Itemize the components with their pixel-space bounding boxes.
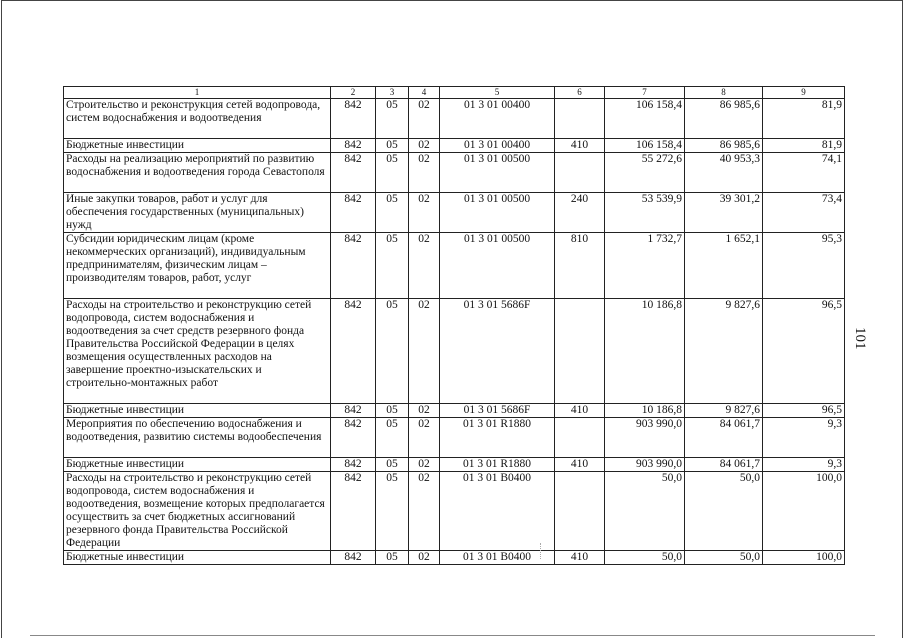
row-section-cell: 05 — [376, 99, 409, 139]
row-code-cell: 842 — [331, 404, 376, 418]
row-expense-type-cell — [555, 99, 605, 139]
row-percent-cell: 9,3 — [763, 418, 845, 458]
row-expense-type-cell: 240 — [555, 193, 605, 233]
row-name-cell: Бюджетные инвестиции — [64, 458, 331, 472]
row-target-article-cell: 01 3 01 5686F — [440, 404, 555, 418]
row-name-cell: Расходы на реализацию мероприятий по развитию водоснабжения и водоотведения города Севастополя — [64, 153, 331, 193]
row-actual-amount-cell: 86 985,6 — [685, 99, 763, 139]
row-expense-type-cell — [555, 153, 605, 193]
row-code-cell: 842 — [331, 139, 376, 153]
row-percent-cell: 100,0 — [763, 551, 845, 565]
row-percent-cell: 73,4 — [763, 193, 845, 233]
row-percent-cell: 81,9 — [763, 139, 845, 153]
row-name-cell: Бюджетные инвестиции — [64, 551, 331, 565]
header-cell-3: 3 — [376, 87, 409, 99]
row-actual-amount-cell: 39 301,2 — [685, 193, 763, 233]
row-subsection-cell: 02 — [409, 233, 440, 299]
row-code-cell: 842 — [331, 551, 376, 565]
scan-artifact — [540, 543, 542, 559]
row-subsection-cell: 02 — [409, 404, 440, 418]
row-subsection-cell: 02 — [409, 472, 440, 551]
row-plan-amount-cell: 106 158,4 — [605, 99, 685, 139]
row-target-article-cell: 01 3 01 00500 — [440, 153, 555, 193]
row-target-article-cell: 01 3 01 B0400 — [440, 472, 555, 551]
row-subsection-cell: 02 — [409, 193, 440, 233]
row-target-article-cell: 01 3 01 00400 — [440, 99, 555, 139]
row-actual-amount-cell: 84 061,7 — [685, 458, 763, 472]
row-plan-amount-cell: 106 158,4 — [605, 139, 685, 153]
row-section-cell: 05 — [376, 153, 409, 193]
row-plan-amount-cell: 55 272,6 — [605, 153, 685, 193]
table-row — [64, 193, 845, 233]
row-expense-type-cell: 410 — [555, 139, 605, 153]
row-section-cell: 05 — [376, 472, 409, 551]
row-subsection-cell: 02 — [409, 551, 440, 565]
row-expense-type-cell — [555, 299, 605, 404]
row-subsection-cell: 02 — [409, 299, 440, 404]
row-plan-amount-cell: 903 990,0 — [605, 458, 685, 472]
row-plan-amount-cell: 50,0 — [605, 551, 685, 565]
table-row — [64, 404, 845, 418]
table-row — [64, 153, 845, 193]
row-target-article-cell: 01 3 01 00400 — [440, 139, 555, 153]
budget-table — [63, 86, 845, 565]
row-target-article-cell: 01 3 01 R1880 — [440, 418, 555, 458]
row-plan-amount-cell: 10 186,8 — [605, 299, 685, 404]
row-section-cell: 05 — [376, 404, 409, 418]
row-code-cell: 842 — [331, 472, 376, 551]
row-name-cell: Бюджетные инвестиции — [64, 139, 331, 153]
row-name-cell: Расходы на строительство и реконструкцию сетей водопровода, систем водоснабжения и водоотведения, возмещение которых предполагается осуществить за счет бюджетных ассигнований резервного фонда Правительства Российской Федерации — [64, 472, 331, 551]
page-bottom-rule — [30, 635, 875, 636]
row-actual-amount-cell: 9 827,6 — [685, 299, 763, 404]
row-expense-type-cell: 410 — [555, 458, 605, 472]
row-name-cell: Мероприятия по обеспечению водоснабжения и водоотведения, развитию системы водообеспечения — [64, 418, 331, 458]
row-section-cell: 05 — [376, 193, 409, 233]
table-row — [64, 139, 845, 153]
header-cell-5: 5 — [440, 87, 555, 99]
row-subsection-cell: 02 — [409, 458, 440, 472]
row-plan-amount-cell: 903 990,0 — [605, 418, 685, 458]
row-actual-amount-cell: 86 985,6 — [685, 139, 763, 153]
row-target-article-cell: 01 3 01 5686F — [440, 299, 555, 404]
row-plan-amount-cell: 10 186,8 — [605, 404, 685, 418]
row-target-article-cell: 01 3 01 00500 — [440, 193, 555, 233]
header-cell-8: 8 — [685, 87, 763, 99]
row-actual-amount-cell: 84 061,7 — [685, 418, 763, 458]
row-code-cell: 842 — [331, 99, 376, 139]
header-cell-6: 6 — [555, 87, 605, 99]
row-section-cell: 05 — [376, 551, 409, 565]
row-percent-cell: 96,5 — [763, 299, 845, 404]
row-actual-amount-cell: 40 953,3 — [685, 153, 763, 193]
row-percent-cell: 74,1 — [763, 153, 845, 193]
row-name-cell: Субсидии юридическим лицам (кроме некоммерческих организаций), индивидуальным предпринимателям, физическим лицам – производителям товаров, работ, услуг — [64, 233, 331, 299]
header-cell-7: 7 — [605, 87, 685, 99]
table-row — [64, 299, 845, 404]
table-body — [64, 99, 845, 565]
row-expense-type-cell: 410 — [555, 551, 605, 565]
page-number: 101 — [852, 327, 868, 350]
table-row — [64, 551, 845, 565]
row-name-cell: Бюджетные инвестиции — [64, 404, 331, 418]
row-section-cell: 05 — [376, 458, 409, 472]
row-name-cell: Строительство и реконструкция сетей водопровода, систем водоснабжения и водоотведения — [64, 99, 331, 139]
header-cell-2: 2 — [331, 87, 376, 99]
row-name-cell: Расходы на строительство и реконструкцию сетей водопровода, систем водоснабжения и водоотведения за счет средств резервного фонда Правительства Российской Федерации в целях возмещения осуществленных расходов на завершение проектно-изыскательских и строительно-монтажных работ — [64, 299, 331, 404]
row-target-article-cell: 01 3 01 R1880 — [440, 458, 555, 472]
row-plan-amount-cell: 50,0 — [605, 472, 685, 551]
row-section-cell: 05 — [376, 139, 409, 153]
table-row — [64, 472, 845, 551]
row-section-cell: 05 — [376, 233, 409, 299]
row-code-cell: 842 — [331, 233, 376, 299]
row-expense-type-cell: 810 — [555, 233, 605, 299]
row-subsection-cell: 02 — [409, 99, 440, 139]
table-row — [64, 233, 845, 299]
table-row — [64, 99, 845, 139]
row-code-cell: 842 — [331, 458, 376, 472]
row-subsection-cell: 02 — [409, 139, 440, 153]
row-actual-amount-cell: 9 827,6 — [685, 404, 763, 418]
row-section-cell: 05 — [376, 418, 409, 458]
row-target-article-cell: 01 3 01 00500 — [440, 233, 555, 299]
row-percent-cell: 9,3 — [763, 458, 845, 472]
row-code-cell: 842 — [331, 193, 376, 233]
row-section-cell: 05 — [376, 299, 409, 404]
row-actual-amount-cell: 50,0 — [685, 551, 763, 565]
row-percent-cell: 96,5 — [763, 404, 845, 418]
header-cell-4: 4 — [409, 87, 440, 99]
row-percent-cell: 81,9 — [763, 99, 845, 139]
row-subsection-cell: 02 — [409, 418, 440, 458]
row-name-cell: Иные закупки товаров, работ и услуг для обеспечения государственных (муниципальных) нужд — [64, 193, 331, 233]
row-code-cell: 842 — [331, 418, 376, 458]
row-code-cell: 842 — [331, 299, 376, 404]
row-expense-type-cell: 410 — [555, 404, 605, 418]
row-plan-amount-cell: 53 539,9 — [605, 193, 685, 233]
row-actual-amount-cell: 1 652,1 — [685, 233, 763, 299]
header-cell-9: 9 — [763, 87, 845, 99]
row-expense-type-cell — [555, 418, 605, 458]
row-expense-type-cell — [555, 472, 605, 551]
row-plan-amount-cell: 1 732,7 — [605, 233, 685, 299]
table-header-row — [64, 87, 845, 99]
row-subsection-cell: 02 — [409, 153, 440, 193]
header-cell-1: 1 — [64, 87, 331, 99]
row-percent-cell: 100,0 — [763, 472, 845, 551]
row-actual-amount-cell: 50,0 — [685, 472, 763, 551]
table-row — [64, 418, 845, 458]
row-target-article-cell: 01 3 01 B0400 — [440, 551, 555, 565]
row-percent-cell: 95,3 — [763, 233, 845, 299]
table-row — [64, 458, 845, 472]
row-code-cell: 842 — [331, 153, 376, 193]
